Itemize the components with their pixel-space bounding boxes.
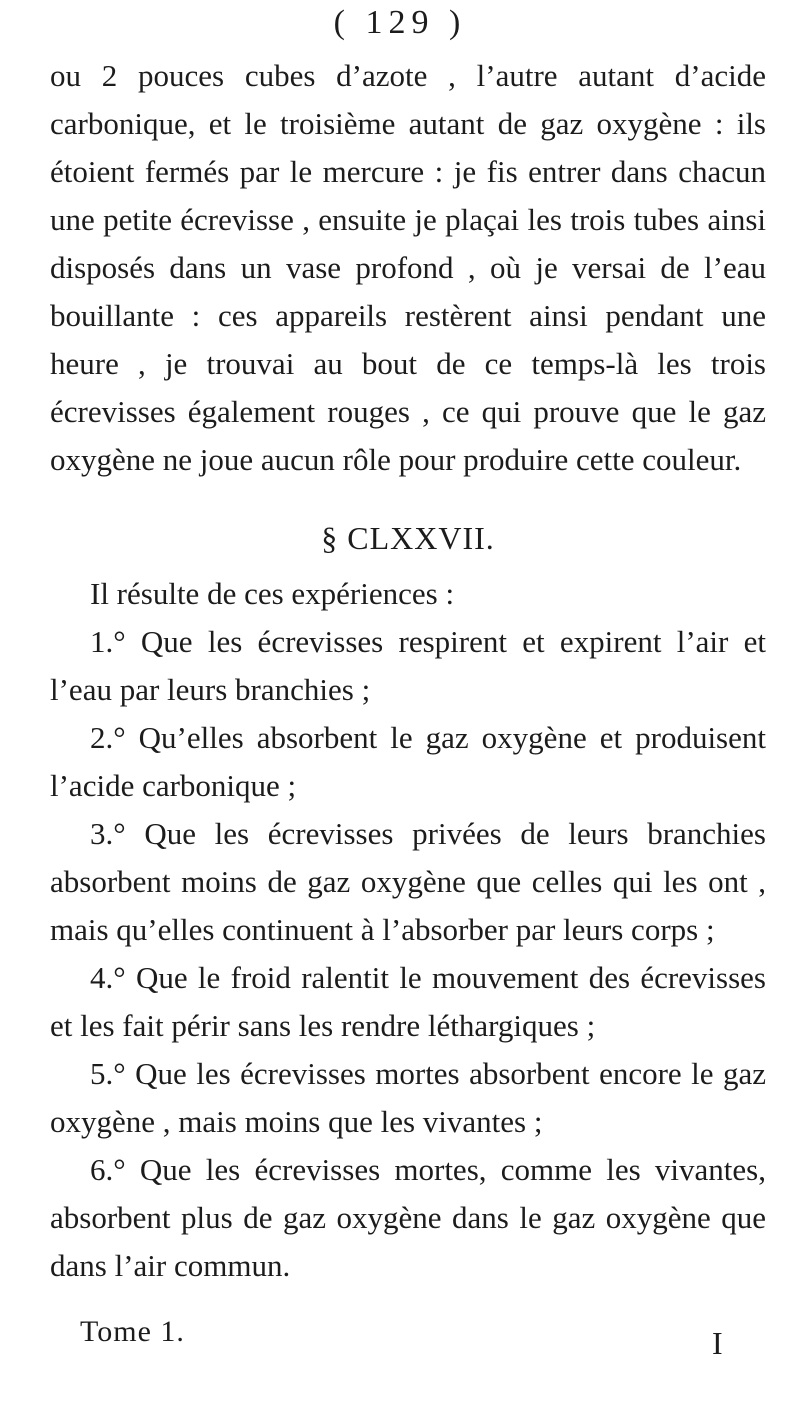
conclusion-item-4: 4.° Que le froid ralentit le mouvement des écrevisses et les fait périr sans les rendre léthargiques ; [50,960,766,1043]
conclusion-item-2: 2.° Qu’elles absorbent le gaz oxygène et produisent l’acide carbonique ; [50,720,766,803]
footer-volume-label: Tome 1. [80,1315,185,1348]
section-heading: § CLXXVII. [321,520,495,556]
conclusion-item-3: 3.° Que les écrevisses privées de leurs branchies absorbent moins de gaz oxygène que celles qui les ont , mais qu’elles continuent à l’absorber par leurs corps ; [50,816,766,947]
conclusion-item-5: 5.° Que les écrevisses mortes absorbent encore le gaz oxygène , mais moins que les vivantes ; [50,1056,766,1139]
continuation-paragraph: ou 2 pouces cubes d’azote , l’autre autant d’acide carbonique, et le troisième autant de gaz oxygène : ils étoient fermés par le mercure : je fis entrer dans chacun une petite écrevisse , ensuite je plaçai les trois tubes ainsi disposés dans un vase profond , où je versai de l’eau bouillante : ces appareils restèrent ainsi pendant une heure , je trouvai au bout de ce temps-là les trois écrevisses également rouges , ce qui prouve que le gaz oxygène ne joue aucun rôle pour produire cette couleur. [50,58,766,477]
footer-signature-mark: I [712,1325,723,1361]
intro-line: Il résulte de ces expériences : [90,576,455,611]
page-number: ( 129 ) [333,4,467,41]
conclusion-item-1: 1.° Que les écrevisses respirent et expirent l’air et l’eau par leurs branchies ; [50,624,766,707]
conclusion-item-6: 6.° Que les écrevisses mortes, comme les vivantes, absorbent plus de gaz oxygène dans le gaz oxygène que dans l’air commun. [50,1152,766,1283]
body-text [50,52,766,1290]
